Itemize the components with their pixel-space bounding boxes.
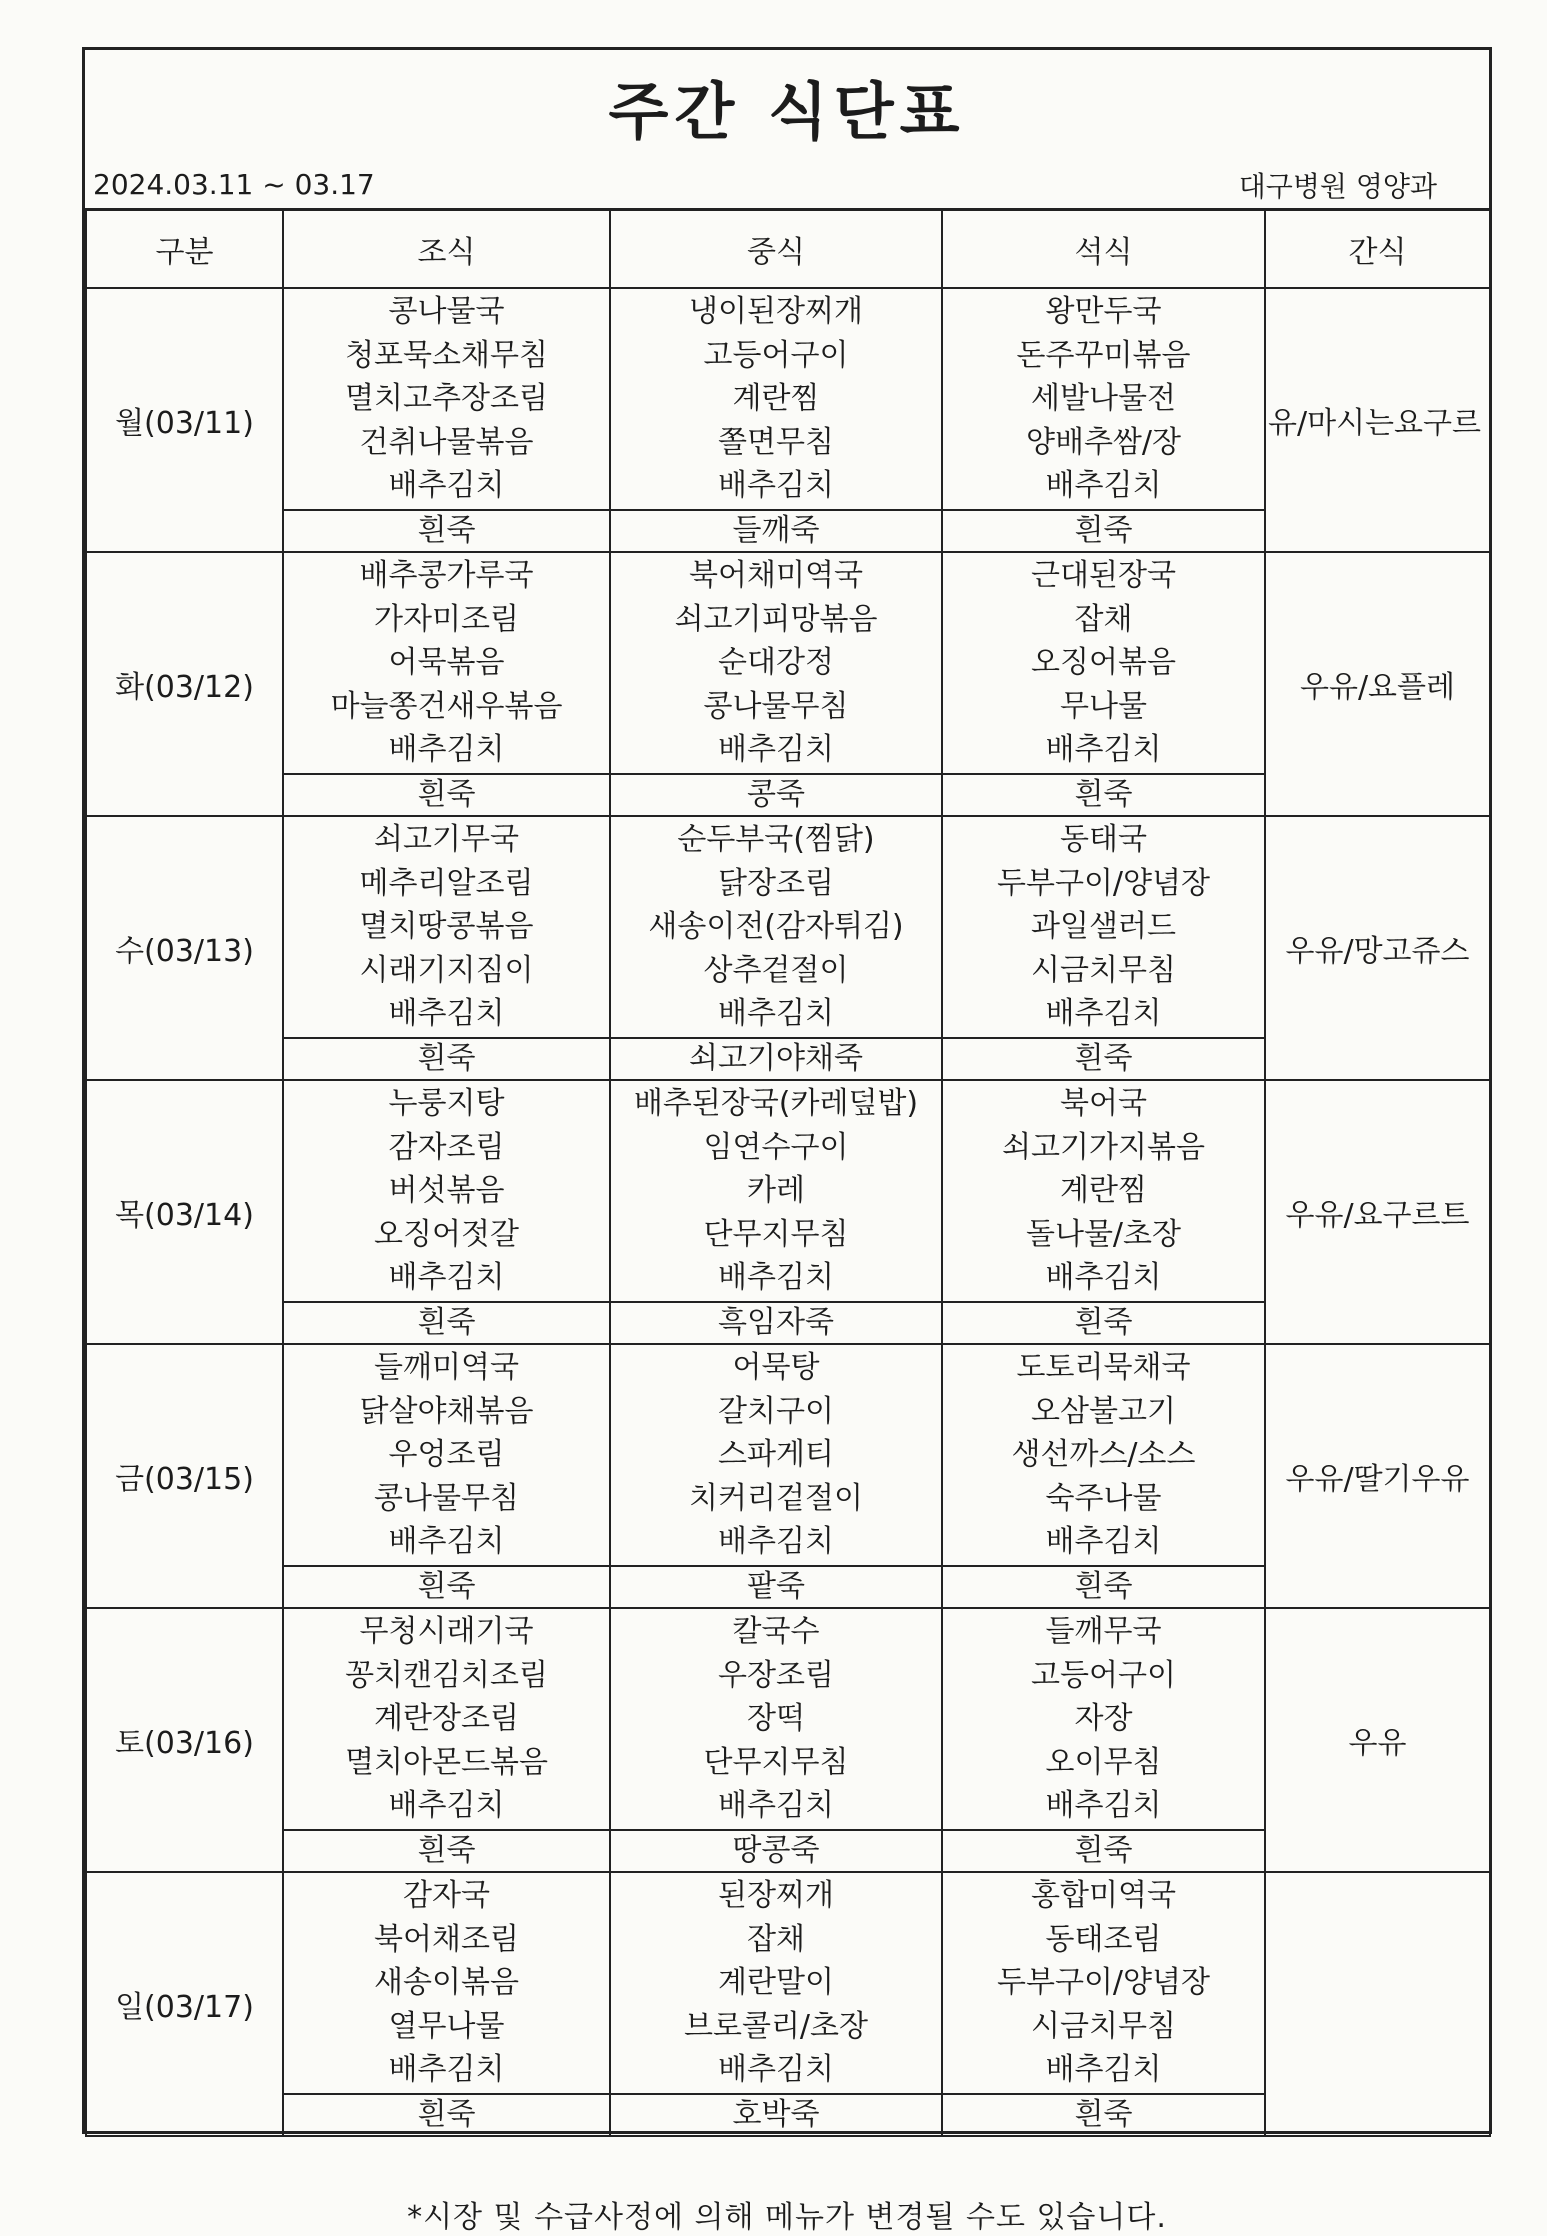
dish-item: 마늘쫑건새우볶음 bbox=[330, 688, 563, 724]
dish-item: 배추김치 bbox=[388, 468, 505, 504]
dish-item: 배추김치 bbox=[388, 1788, 505, 1824]
dinner-cell bbox=[942, 1080, 1265, 1302]
porridge-cell: 흰죽 bbox=[942, 1566, 1265, 1608]
dish-item: 어묵탕 bbox=[732, 1350, 820, 1386]
footnote: *시장 및 수급사정에 의해 메뉴가 변경될 수도 있습니다. bbox=[407, 2200, 1167, 2235]
dish-item: 두부구이/양념장 bbox=[997, 865, 1210, 901]
breakfast-cell bbox=[283, 1608, 610, 1830]
dish-item: 쫄면무침 bbox=[718, 424, 834, 460]
dish-item: 배추김치 bbox=[718, 1788, 834, 1824]
snack-cell: 우유 bbox=[1265, 1608, 1490, 1872]
dish-item: 멸치아몬드볶음 bbox=[345, 1744, 548, 1780]
dish-item: 닭장조림 bbox=[718, 865, 834, 901]
dish-item: 북어국 bbox=[1060, 1086, 1147, 1122]
dish-item: 배추콩가루국 bbox=[359, 558, 534, 594]
dish-item: 생선까스/소스 bbox=[1011, 1437, 1196, 1473]
porridge-cell: 흰죽 bbox=[283, 774, 610, 816]
header-breakfast: 조식 bbox=[283, 210, 610, 289]
dish-item: 상추겉절이 bbox=[703, 952, 849, 988]
day-label: 금(03/15) bbox=[86, 1344, 283, 1608]
dish-item: 된장찌개 bbox=[718, 1878, 834, 1914]
dish-item: 버섯볶음 bbox=[388, 1173, 505, 1209]
dish-item: 꽁치캔김치조림 bbox=[345, 1657, 548, 1693]
dish-item: 계란장조림 bbox=[374, 1701, 519, 1737]
dish-item: 열무나물 bbox=[388, 2008, 505, 2044]
dish-item: 카레 bbox=[747, 1173, 805, 1209]
dish-item: 메추리알조림 bbox=[359, 865, 534, 901]
porridge-cell: 흰죽 bbox=[942, 2094, 1265, 2136]
dish-item: 배추김치 bbox=[388, 732, 505, 768]
lunch-cell bbox=[610, 552, 942, 774]
dish-item: 단무지무침 bbox=[703, 1216, 849, 1252]
dish-item: 배추김치 bbox=[718, 468, 834, 504]
dinner-cell bbox=[942, 288, 1265, 510]
dinner-cell bbox=[942, 816, 1265, 1038]
dish-item: 양배추쌈/장 bbox=[1025, 424, 1181, 460]
dish-item: 청포묵소채무침 bbox=[345, 337, 548, 373]
dish-item: 돌나물/초장 bbox=[1025, 1216, 1181, 1252]
dish-item: 돈주꾸미볶음 bbox=[1016, 337, 1191, 373]
lunch-cell bbox=[610, 1608, 942, 1830]
dish-item: 배추김치 bbox=[718, 732, 834, 768]
dish-item: 오이무침 bbox=[1045, 1744, 1162, 1780]
dinner-cell bbox=[942, 1344, 1265, 1566]
dish-item: 오징어볶음 bbox=[1031, 645, 1176, 681]
dish-item: 계란찜 bbox=[732, 381, 820, 417]
lunch-cell bbox=[610, 1344, 942, 1566]
dish-item: 세발나물전 bbox=[1031, 381, 1176, 417]
snack-cell: 우유/딸기우유 bbox=[1265, 1344, 1490, 1608]
dish-item: 도토리묵채국 bbox=[1016, 1350, 1191, 1386]
dish-item: 누룽지탕 bbox=[388, 1086, 505, 1122]
porridge-cell: 흰죽 bbox=[942, 1302, 1265, 1344]
dish-item: 과일샐러드 bbox=[1031, 909, 1176, 945]
porridge-cell: 흰죽 bbox=[942, 1830, 1265, 1872]
lunch-cell bbox=[610, 1872, 942, 2094]
porridge-cell: 팥죽 bbox=[610, 1566, 942, 1608]
dish-item: 배추김치 bbox=[718, 996, 834, 1032]
dish-item: 들깨미역국 bbox=[374, 1350, 519, 1386]
dish-item: 시금치무침 bbox=[1031, 952, 1176, 988]
dish-item: 배추김치 bbox=[718, 1260, 834, 1296]
day-row bbox=[86, 1872, 1490, 2094]
dish-item: 배추김치 bbox=[718, 2052, 834, 2088]
day-row bbox=[86, 816, 1490, 1038]
porridge-cell: 흰죽 bbox=[283, 1830, 610, 1872]
day-label: 토(03/16) bbox=[86, 1608, 283, 1872]
dish-item: 시래기지짐이 bbox=[359, 952, 534, 988]
dish-item: 칼국수 bbox=[732, 1614, 820, 1650]
day-label: 일(03/17) bbox=[86, 1872, 283, 2136]
dish-item: 오징어젓갈 bbox=[374, 1216, 519, 1252]
dish-item: 배추김치 bbox=[1045, 1788, 1162, 1824]
dish-item: 닭살야채볶음 bbox=[359, 1393, 534, 1429]
dish-item: 가자미조림 bbox=[374, 601, 519, 637]
porridge-cell: 흰죽 bbox=[942, 1038, 1265, 1080]
day-row bbox=[86, 552, 1490, 774]
dish-item: 배추김치 bbox=[1045, 468, 1162, 504]
dish-item: 동태국 bbox=[1060, 822, 1147, 858]
dish-item: 건취나물볶음 bbox=[359, 424, 534, 460]
breakfast-cell bbox=[283, 1080, 610, 1302]
dish-item: 쇠고기무국 bbox=[374, 822, 519, 858]
dish-item: 배추김치 bbox=[388, 1260, 505, 1296]
dish-item: 북어채조림 bbox=[374, 1921, 519, 1957]
header-snack: 간식 bbox=[1265, 210, 1490, 289]
dish-item: 왕만두국 bbox=[1045, 294, 1162, 330]
header-lunch: 중식 bbox=[610, 210, 942, 289]
breakfast-cell bbox=[283, 288, 610, 510]
dish-item: 북어채미역국 bbox=[689, 558, 863, 594]
header-day: 구분 bbox=[86, 210, 283, 289]
porridge-cell: 호박죽 bbox=[610, 2094, 942, 2136]
snack-cell: 우유/망고쥬스 bbox=[1265, 816, 1490, 1080]
weekly-menu-table bbox=[85, 208, 1491, 2137]
porridge-cell: 쇠고기야채죽 bbox=[610, 1038, 942, 1080]
breakfast-cell bbox=[283, 552, 610, 774]
dish-item: 시금치무침 bbox=[1031, 2008, 1176, 2044]
dish-item: 배추김치 bbox=[388, 2052, 505, 2088]
date-range: 2024.03.11 ~ 03.17 bbox=[93, 168, 375, 201]
dish-item: 콩나물국 bbox=[388, 294, 505, 330]
snack-cell: 우유/요구르트 bbox=[1265, 1080, 1490, 1344]
dish-item: 단무지무침 bbox=[703, 1744, 849, 1780]
dish-item: 오삼불고기 bbox=[1031, 1393, 1176, 1429]
page-title: 주간 식단표 bbox=[608, 75, 966, 148]
porridge-cell: 흰죽 bbox=[942, 774, 1265, 816]
dish-item: 잡채 bbox=[747, 1921, 805, 1957]
dish-item: 무나물 bbox=[1060, 688, 1147, 724]
porridge-cell: 들깨죽 bbox=[610, 510, 942, 552]
porridge-cell: 흰죽 bbox=[942, 510, 1265, 552]
header-dinner: 석식 bbox=[942, 210, 1265, 289]
dinner-cell bbox=[942, 552, 1265, 774]
dish-item: 스파게티 bbox=[718, 1437, 834, 1473]
lunch-cell bbox=[610, 288, 942, 510]
dinner-cell bbox=[942, 1608, 1265, 1830]
dish-item: 잡채 bbox=[1074, 601, 1133, 637]
dish-item: 우엉조림 bbox=[388, 1437, 505, 1473]
lunch-cell bbox=[610, 1080, 942, 1302]
porridge-cell: 흰죽 bbox=[283, 1566, 610, 1608]
day-row bbox=[86, 288, 1490, 510]
dinner-cell bbox=[942, 1872, 1265, 2094]
day-label: 월(03/11) bbox=[86, 288, 283, 552]
dish-item: 무청시래기국 bbox=[359, 1614, 534, 1650]
porridge-cell: 흰죽 bbox=[283, 1038, 610, 1080]
dish-item: 계란찜 bbox=[1060, 1173, 1147, 1209]
dish-item: 임연수구이 bbox=[703, 1129, 849, 1165]
dish-item: 감자국 bbox=[403, 1878, 490, 1914]
dish-item: 쇠고기가지볶음 bbox=[1002, 1129, 1205, 1165]
day-row bbox=[86, 1344, 1490, 1566]
breakfast-cell bbox=[283, 1872, 610, 2094]
menu-sheet bbox=[82, 47, 1492, 2235]
dish-item: 배추김치 bbox=[1045, 732, 1162, 768]
dish-item: 콩나물무침 bbox=[374, 1480, 519, 1516]
dish-item: 갈치구이 bbox=[718, 1393, 834, 1429]
snack-cell: 유/마시는요구르 bbox=[1265, 288, 1490, 552]
header-row bbox=[86, 210, 1490, 289]
dish-item: 고등어구이 bbox=[1031, 1657, 1176, 1693]
dish-item: 자장 bbox=[1074, 1701, 1133, 1737]
dish-item: 우장조림 bbox=[718, 1657, 834, 1693]
porridge-cell: 흑임자죽 bbox=[610, 1302, 942, 1344]
dish-item: 배추김치 bbox=[388, 1524, 505, 1560]
day-row bbox=[86, 1080, 1490, 1302]
dish-item: 두부구이/양념장 bbox=[997, 1965, 1210, 2001]
dish-item: 들깨무국 bbox=[1045, 1614, 1162, 1650]
dish-item: 쇠고기피망볶음 bbox=[674, 601, 878, 637]
dish-item: 멸치땅콩볶음 bbox=[359, 909, 534, 945]
dish-item: 숙주나물 bbox=[1045, 1480, 1162, 1516]
dish-item: 순대강정 bbox=[718, 645, 834, 681]
dish-item: 근대된장국 bbox=[1031, 558, 1176, 594]
dish-item: 동태조림 bbox=[1045, 1921, 1162, 1957]
porridge-cell: 콩죽 bbox=[610, 774, 942, 816]
breakfast-cell bbox=[283, 816, 610, 1038]
snack-cell bbox=[1265, 1872, 1490, 2136]
day-label: 수(03/13) bbox=[86, 816, 283, 1080]
dish-item: 치커리겉절이 bbox=[689, 1480, 863, 1516]
dish-item: 홍합미역국 bbox=[1031, 1878, 1176, 1914]
dish-item: 냉이된장찌개 bbox=[689, 294, 863, 330]
breakfast-cell bbox=[283, 1344, 610, 1566]
dish-item: 배추김치 bbox=[718, 1524, 834, 1560]
dish-item: 감자조림 bbox=[388, 1129, 505, 1165]
dish-item: 계란말이 bbox=[718, 1965, 834, 2001]
dish-item: 고등어구이 bbox=[703, 337, 849, 373]
lunch-cell bbox=[610, 816, 942, 1038]
dish-item: 어묵볶음 bbox=[388, 645, 505, 681]
dish-item: 새송이전(감자튀김) bbox=[648, 909, 904, 945]
porridge-cell: 흰죽 bbox=[283, 1302, 610, 1344]
dish-item: 배추김치 bbox=[1045, 2052, 1162, 2088]
dish-item: 멸치고추장조림 bbox=[345, 381, 548, 417]
day-row bbox=[86, 1608, 1490, 1830]
dish-item: 배추김치 bbox=[1045, 1260, 1162, 1296]
porridge-cell: 땅콩죽 bbox=[610, 1830, 942, 1872]
porridge-cell: 흰죽 bbox=[283, 510, 610, 552]
dish-item: 배추김치 bbox=[1045, 996, 1162, 1032]
dish-item: 새송이볶음 bbox=[374, 1965, 519, 2001]
dish-item: 배추된장국(카레덮밥) bbox=[633, 1086, 919, 1122]
dish-item: 순두부국(찜닭) bbox=[677, 822, 875, 858]
dish-item: 배추김치 bbox=[1045, 1524, 1162, 1560]
dish-item: 콩나물무침 bbox=[703, 688, 849, 724]
day-label: 목(03/14) bbox=[86, 1080, 283, 1344]
dish-item: 브로콜리/초장 bbox=[684, 2008, 868, 2044]
porridge-cell: 흰죽 bbox=[283, 2094, 610, 2136]
dish-item: 장떡 bbox=[747, 1701, 805, 1737]
department-name: 대구병원 영양과 bbox=[1238, 170, 1437, 203]
dish-item: 배추김치 bbox=[388, 996, 505, 1032]
snack-cell: 우유/요플레 bbox=[1265, 552, 1490, 816]
day-label: 화(03/12) bbox=[86, 552, 283, 816]
